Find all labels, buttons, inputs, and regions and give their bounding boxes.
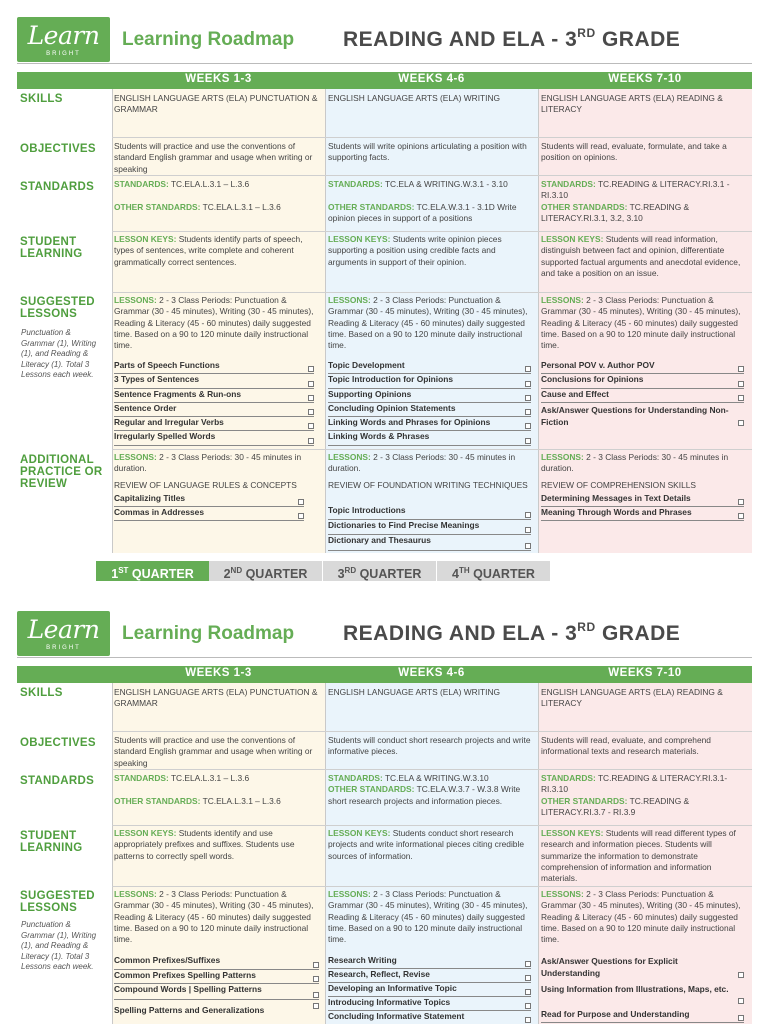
title-end: GRADE [595,28,681,51]
title-sup: RD [577,620,596,634]
standards-cell [328,179,535,224]
checkbox[interactable] [525,975,531,981]
lesson-keys-text: Students write opinion pieces supporting a position using credible facts and arguments in support of their opinion. [328,234,502,267]
checkbox[interactable] [308,366,314,372]
weeks-header-bar [17,666,752,683]
row-divider [112,292,752,293]
header-divider [17,657,752,658]
standards-value: TC.ELA & WRITING.W.3.10 [384,773,489,783]
lesson-checklist [114,360,314,446]
objectives-cell: Students will practice and use the conventions of standard English grammar and usage when writing or speaking [114,735,313,768]
label-standards: STANDARDS [20,775,95,787]
list-item[interactable] [541,389,744,403]
list-item[interactable] [541,493,744,507]
quarter-word: QUARTER [242,567,308,581]
row-divider [112,137,752,138]
review-lessons-text: 2 - 3 Class Periods: 30 - 45 minutes in duration. [114,452,302,474]
checkbox[interactable] [525,961,531,967]
lesson-keys-cell [541,828,749,884]
lessons-prefix: LESSONS: [328,889,371,899]
list-item-label: Introducing Informative Topics [328,997,451,1007]
lesson-checklist [328,955,531,1024]
skills-cell: ENGLISH LANGUAGE ARTS (ELA) PUNCTUATION & GRAMMAR [114,687,318,709]
objectives-cell: Students will conduct short research projects and write informative pieces. [328,735,531,757]
weeks-header-bar [17,72,752,89]
row-divider [112,825,752,826]
row-divider [112,769,752,770]
lesson-keys-cell [541,234,749,279]
list-item[interactable] [328,389,531,403]
checkbox[interactable] [298,513,304,519]
list-item-label: Read for Purpose and Understanding [541,1009,690,1019]
list-item-label: Concluding Opinion Statements [328,402,456,413]
quarter-sup: ST [118,566,129,575]
skills-cell: ENGLISH LANGUAGE ARTS (ELA) WRITING [328,687,501,697]
label-suggested-lessons: SUGGESTED LESSONS [20,890,95,914]
list-item-label: Common Prefixes/Suffixes [114,955,221,965]
lessons-cell [328,295,535,351]
lessons-cell [328,889,535,945]
objectives-cell: Students will read, evaluate, formulate, and take a position on opinions. [541,141,727,163]
lessons-prefix: LESSONS: [114,889,157,899]
lessons-text: 2 - 3 Class Periods: Punctuation & Grammar (30 - 45 minutes), Writing (30 - 45 minutes), Reading & Literacy (45 - 60 minutes) daily suggested time. Based on a 90 to 120 minute daily instructional time. [541,295,741,351]
list-item[interactable] [114,1000,319,1020]
label-suggested-lessons: SUGGESTED LESSONS [20,296,95,320]
quarter-tabs [96,561,550,581]
lesson-keys-cell [328,234,535,268]
list-item[interactable] [541,374,744,388]
lessons-text: 2 - 3 Class Periods: Punctuation & Grammar (30 - 45 minutes), Writing (30 - 45 minutes), Reading & Literacy (45 - 60 minutes) daily suggested time. Based on a 90 to 120 minute daily instructional time. [114,889,314,945]
review-cell [541,452,749,475]
other-standards-prefix: OTHER STANDARDS: [541,795,628,806]
other-standards-value: TC.ELA.L.3.1 – L.3.6 [202,795,281,806]
lessons-prefix: LESSONS: [541,452,584,462]
logo-sub: BRIGHT [46,645,81,651]
tab-2nd-quarter[interactable] [209,561,322,581]
tab-1st-quarter[interactable] [96,561,209,581]
list-item-label: Sentence Fragments & Run-ons [114,388,242,399]
checkbox[interactable] [298,499,304,505]
list-item[interactable] [328,505,531,520]
lessons-text: 2 - 3 Class Periods: Punctuation & Grammar (30 - 45 minutes), Writing (30 - 45 minutes), Reading & Literacy (45 - 60 minutes) daily suggested time. Based on a 90 to 120 minute daily instructional time. [114,295,314,351]
weeks-1-3-header: WEEKS 1-3 [185,73,252,85]
lesson-keys-prefix: LESSON KEYS: [541,828,604,838]
checkbox[interactable] [738,395,744,401]
list-item-label: 3 Types of Sentences [114,374,200,385]
list-item-label: Concluding Informative Statement [328,1011,465,1021]
lessons-prefix: LESSONS: [114,452,157,462]
standards-prefix: STANDARDS: [541,179,596,189]
checkbox[interactable] [308,395,314,401]
list-item[interactable] [328,997,531,1011]
column-divider [538,89,539,553]
list-item[interactable] [541,360,744,374]
lesson-checklist [328,360,531,446]
checkbox[interactable] [525,1003,531,1009]
review-checklist [114,493,304,521]
lesson-keys-prefix: LESSON KEYS: [541,234,604,244]
list-item-label: Spelling Patterns and Generalizations [114,1005,265,1015]
list-item-label: Supporting Opinions [328,388,412,399]
roadmap-title: Learning Roadmap [122,29,295,50]
list-item[interactable] [328,1011,531,1024]
other-standards-value: TC.READING & LITERACY.RI.3.1, 3.2, 3.10 [541,201,690,223]
review-lessons-text: 2 - 3 Class Periods: 30 - 45 minutes in duration. [328,452,516,474]
list-item[interactable] [541,1009,744,1023]
column-divider [538,683,539,1024]
checkbox[interactable] [308,423,314,429]
lesson-keys-prefix: LESSON KEYS: [328,828,391,838]
quarter-num: 4 [452,567,459,581]
skills-cell: ENGLISH LANGUAGE ARTS (ELA) PUNCTUATION & GRAMMAR [114,93,318,115]
learn-bright-logo [17,611,110,656]
list-item-label: Linking Words and Phrases for Opinions [328,417,491,428]
list-item-label: Personal POV v. Author POV [541,360,655,370]
list-item-label: Common Prefixes Spelling Patterns [114,969,256,980]
lesson-checklist [114,955,319,1020]
list-item-label: Irregularly Spelled Words [114,431,216,442]
list-item-label: Compound Words | Spelling Patterns [114,984,262,994]
skills-cell: ENGLISH LANGUAGE ARTS (ELA) READING & LITERACY [541,93,723,115]
quarter-sup: ND [230,566,243,575]
list-item-label: Conclusions for Opinions [541,374,644,385]
label-objectives: OBJECTIVES [20,737,96,749]
quarter-num: 2 [223,567,231,581]
title-end: GRADE [595,622,681,645]
lessons-cell [114,889,322,945]
list-item[interactable] [114,360,314,374]
quarter-word: QUARTER [356,567,422,581]
quarter-word: QUARTER [128,567,194,581]
checkbox[interactable] [738,499,744,505]
lesson-keys-text: Students identify and use appropriately prefixes and suffixes. Students use patterns to correctly spell words. [114,828,295,861]
label-objectives: OBJECTIVES [20,143,96,155]
other-standards-value: TC.ELA.W.3.1 - 3.1D Write opinion pieces in support of a positions [328,201,517,223]
lesson-keys-text: Students will read information, distinguish between fact and opinion, differentiate supported factual arguments and anecdotal evidence, and take a position on an issue. [541,234,741,278]
list-item-label: Developing an Informative Topic [328,983,457,993]
list-item[interactable] [328,969,531,983]
list-item[interactable] [328,417,531,431]
list-item[interactable] [328,955,531,969]
checkbox[interactable] [525,989,531,995]
label-student-learning: STUDENT LEARNING [20,830,83,854]
checkbox[interactable] [738,998,744,1004]
review-heading: REVIEW OF FOUNDATION WRITING TECHNIQUES [328,480,528,490]
quarter-num: 1 [111,567,119,581]
checkbox[interactable] [738,420,744,426]
label-skills: SKILLS [20,687,63,699]
checkbox[interactable] [738,513,744,519]
list-item[interactable] [114,403,314,417]
lesson-keys-cell [328,828,535,862]
checkbox[interactable] [525,423,531,429]
objectives-cell: Students will read, evaluate, and comprehend informational texts and research materials. [541,735,711,757]
standards-prefix: STANDARDS: [328,179,383,189]
list-item[interactable] [114,970,319,985]
list-item[interactable] [541,981,744,1009]
lessons-text: 2 - 3 Class Periods: Punctuation & Grammar (30 - 45 minutes), Writing (30 - 45 minutes), Reading & Literacy (45 - 60 minutes) daily suggested time. Based on a 90 to 120 minute daily instructional time. [328,295,528,351]
lesson-keys-prefix: LESSON KEYS: [114,828,177,838]
skills-cell: ENGLISH LANGUAGE ARTS (ELA) READING & LITERACY [541,687,723,709]
checkbox[interactable] [313,976,319,982]
review-checklist [328,505,531,551]
review-heading: REVIEW OF COMPREHENSION SKILLS [541,480,696,490]
checkbox[interactable] [313,962,319,968]
standards-cell [541,179,749,224]
logo-sub: BRIGHT [46,51,81,57]
checkbox[interactable] [525,1017,531,1023]
list-item-label: Cause and Effect [541,388,609,399]
list-item-label: Ask/Answer Questions for Understanding Non-Fiction [541,404,729,427]
list-item[interactable] [541,507,744,521]
lessons-prefix: LESSONS: [328,452,371,462]
page-header [17,17,752,63]
checkbox[interactable] [308,409,314,415]
list-item-label: Dictionaries to Find Precise Meanings [328,519,480,530]
list-item-label: Topic Introductions [328,505,406,515]
list-item[interactable] [328,535,531,551]
roadmap-title: Learning Roadmap [122,623,295,644]
list-item[interactable] [328,983,531,997]
checkbox[interactable] [738,366,744,372]
list-item-label: Meaning Through Words and Phrases [541,507,692,517]
tab-4th-quarter[interactable] [437,561,550,581]
label-skills: SKILLS [20,93,63,105]
checkbox[interactable] [308,381,314,387]
column-divider [325,89,326,553]
list-item-label: Research, Reflect, Revise [328,969,430,979]
checkbox[interactable] [525,512,531,518]
lesson-keys-prefix: LESSON KEYS: [328,234,391,244]
row-divider [112,731,752,732]
weeks-1-3-header: WEEKS 1-3 [185,667,252,679]
other-standards-prefix: OTHER STANDARDS: [114,201,201,212]
label-additional-practice: ADDITIONAL PRACTICE OR REVIEW [20,454,103,490]
checkbox[interactable] [313,1003,319,1009]
standards-value: TC.READING & LITERACY.RI.3.1-RI.3.10 [541,773,728,795]
lesson-keys-text: Students will read different types of research and information pieces. Students will summarize the information to demonstrate comprehension of information and information materials. [541,828,736,884]
standards-value: TC.ELA.L.3.1 – L.3.6 [170,773,250,783]
standards-prefix: STANDARDS: [541,773,596,783]
standards-cell [114,773,322,807]
logo-word: Learn [27,21,100,50]
label-student-learning: STUDENT LEARNING [20,236,83,260]
weeks-4-6-header: WEEKS 4-6 [398,73,465,85]
list-item[interactable] [328,520,531,536]
checkbox[interactable] [308,438,314,444]
other-standards-prefix: OTHER STANDARDS: [541,201,628,212]
column-divider [325,683,326,1024]
review-cell [114,452,322,475]
list-item-label: Topic Development [328,360,405,370]
checkbox[interactable] [525,543,531,549]
list-item[interactable] [328,374,531,388]
header-divider [17,63,752,64]
standards-cell [541,773,749,818]
list-item-label: Regular and Irregular Verbs [114,417,224,428]
list-item[interactable] [114,507,304,521]
suggested-lessons-note: Punctuation & Grammar (1), Writing (1), and Reading & Literacy (1). Total 3 Lessons each week. [21,920,97,971]
lesson-keys-prefix: LESSON KEYS: [114,234,177,244]
list-item-label: Sentence Order [114,402,177,413]
lessons-text: 2 - 3 Class Periods: Punctuation & Grammar (30 - 45 minutes), Writing (30 - 45 minutes), Reading & Literacy (45 - 60 minutes) daily suggested time. Based on a 90 to 120 minute daily instructional time. [328,889,528,945]
list-item[interactable] [328,360,531,374]
standards-value: TC.ELA.L.3.1 – L.3.6 [170,179,250,189]
list-item[interactable] [541,403,744,429]
checkbox[interactable] [525,527,531,533]
lesson-keys-cell [114,828,322,862]
page-header [17,611,752,657]
column-divider [112,683,113,1024]
checkbox[interactable] [525,395,531,401]
standards-prefix: STANDARDS: [114,773,169,783]
row-divider [112,449,752,450]
list-item[interactable] [114,374,314,388]
checkbox[interactable] [525,438,531,444]
list-item-label: Ask/Answer Questions for Explicit Understanding [541,956,678,978]
review-checklist [541,493,744,521]
quarter-sup: RD [344,566,357,575]
other-standards-value: TC.ELA.W.3.7 - W.3.8 Write short research projects and information pieces. [328,784,521,806]
other-standards-value: TC.ELA.L.3.1 – L.3.6 [202,201,281,212]
lessons-prefix: LESSONS: [114,295,157,305]
skills-cell: ENGLISH LANGUAGE ARTS (ELA) WRITING [328,93,501,103]
lessons-cell [541,295,749,351]
checkbox[interactable] [313,992,319,998]
weeks-4-6-header: WEEKS 4-6 [398,667,465,679]
lessons-text: 2 - 3 Class Periods: Punctuation & Grammar (30 - 45 minutes), Writing (30 - 45 minutes), Reading & Literacy (45 - 60 minutes) daily suggested time. Based on a 90 to 120 minute daily instructional time. [541,889,741,945]
quarter-word: QUARTER [469,567,535,581]
column-divider [112,89,113,553]
standards-cell [328,773,535,807]
list-item[interactable] [114,417,314,431]
suggested-lessons-note: Punctuation & Grammar (1), Writing (1), and Reading & Literacy (1). Total 3 Lessons each week. [21,328,97,379]
list-item-label: Determining Messages in Text Details [541,493,691,503]
lessons-cell [541,889,749,945]
other-standards-prefix: OTHER STANDARDS: [114,795,201,806]
quarter-num: 3 [337,567,345,581]
objectives-cell: Students will practice and use the conventions of standard English grammar and usage when writing or speaking [114,141,313,174]
lessons-prefix: LESSONS: [328,295,371,305]
list-item[interactable] [114,431,314,445]
list-item-label: Commas in Addresses [114,507,204,517]
title-main: READING AND ELA - 3 [343,622,578,645]
tab-3rd-quarter[interactable] [323,561,436,581]
weeks-7-10-header: WEEKS 7-10 [608,73,682,85]
lesson-keys-text: Students identify parts of speech, types of sentences, write complete and coherent grammatically correct sentences. [114,234,303,267]
objectives-cell: Students will write opinions articulating a position with supporting facts. [328,141,527,163]
list-item-label: Dictionary and Thesaurus [328,535,431,545]
standards-value: TC.READING & LITERACY.RI.3.1 - RI.3.10 [541,179,730,201]
page-title [343,26,680,52]
standards-value: TC.ELA & WRITING.W.3.1 - 3.10 [384,179,508,189]
standards-prefix: STANDARDS: [328,773,383,783]
list-item-label: Linking Words & Phrases [328,431,430,442]
lessons-prefix: LESSONS: [541,889,584,899]
standards-prefix: STANDARDS: [114,179,169,189]
list-item-label: Capitalizing Titles [114,493,186,503]
other-standards-prefix: OTHER STANDARDS: [328,784,415,795]
review-cell [328,452,535,475]
list-item[interactable] [328,431,531,445]
title-main: READING AND ELA - 3 [343,28,578,51]
roadmap-grid [17,683,752,1024]
row-divider [112,886,752,887]
review-lessons-text: 2 - 3 Class Periods: 30 - 45 minutes in duration. [541,452,729,474]
list-item[interactable] [541,955,744,981]
list-item[interactable] [114,955,319,970]
label-standards: STANDARDS [20,181,95,193]
lesson-keys-text: Students conduct short research projects and write informational pieces citing credible sources of information. [328,828,524,861]
lesson-keys-cell [114,234,322,268]
learn-bright-logo [17,17,110,62]
row-divider [112,175,752,176]
title-sup: RD [577,26,596,40]
list-item[interactable] [114,493,304,507]
other-standards-value: TC.READING & LITERACY.RI.3.7 - RI.3.9 [541,795,690,817]
list-item-label: Using Information from Illustrations, Maps, etc. [541,984,729,994]
checkbox[interactable] [738,1015,744,1021]
quarter-sup: TH [459,566,470,575]
lesson-checklist [541,360,744,429]
roadmap-grid [17,89,752,553]
review-heading: REVIEW OF LANGUAGE RULES & CONCEPTS [114,480,297,490]
checkbox[interactable] [525,366,531,372]
checkbox[interactable] [738,381,744,387]
page-title [343,620,680,646]
list-item-label: Research Writing [328,955,397,965]
list-item[interactable] [114,984,319,1000]
logo-word: Learn [27,615,100,644]
lessons-cell [114,295,322,351]
list-item-label: Parts of Speech Functions [114,360,220,370]
list-item[interactable] [114,389,314,403]
checkbox[interactable] [738,972,744,978]
list-item[interactable] [328,403,531,417]
lesson-checklist [541,955,744,1023]
lessons-prefix: LESSONS: [541,295,584,305]
checkbox[interactable] [525,409,531,415]
standards-cell [114,179,322,213]
list-item-label: Topic Introduction for Opinions [328,374,453,385]
row-divider [112,231,752,232]
weeks-7-10-header: WEEKS 7-10 [608,667,682,679]
checkbox[interactable] [525,381,531,387]
other-standards-prefix: OTHER STANDARDS: [328,201,415,212]
